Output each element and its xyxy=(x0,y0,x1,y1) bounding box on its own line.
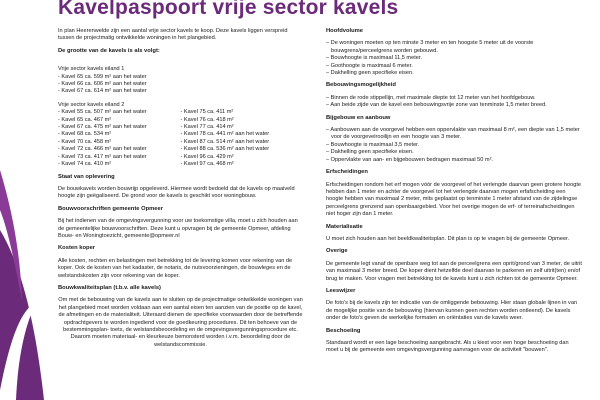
staat-heading: Staat van oplevering xyxy=(58,173,115,180)
list-item: – Binnen de rode stippellijn, met maximale diepte tot 12 meter van het hoofdgebouw. xyxy=(326,95,582,102)
list-item: - Kavel 66 ca. 606 m² aan het water xyxy=(58,81,147,88)
kosten-heading: Kosten koper xyxy=(58,245,96,252)
beschoeiing-section xyxy=(326,328,582,355)
list-item: - Kavel 68 ca. 534 m² xyxy=(58,131,112,138)
list-item: – Dakhelling geen specifieke eisen. xyxy=(326,70,582,77)
left-column xyxy=(58,28,303,354)
kosten-text: Alle kosten, rechten en belastingen met betrekking tot de levering komen voor rekening van de koper. Ook de kosten van het kadaster, de notaris, de nutsvoorzieningen, de bouwleges en de welstandskosten zijn voor rekening van de koper. xyxy=(58,257,293,279)
list-item: - Kavel 88 ca. 536 m² aan het water xyxy=(180,146,270,153)
bebouw-heading: Bebouwingsmogelijkheid xyxy=(326,82,396,89)
bouw-heading: Bouwvoorschriften gemeente Opmeer xyxy=(58,205,164,212)
list-item: – De woningen moeten op ten minste 3 meter en ten hoogste 5 meter uit de voorste bouwgrens/perceelgrens worden gebouwd. xyxy=(326,40,582,55)
staat-section xyxy=(58,174,303,201)
list-item: – Dakhelling geen specifieke eisen. xyxy=(326,149,582,156)
kavels-section xyxy=(58,48,303,169)
materialisatie-heading: Materialisatie xyxy=(326,223,363,230)
list-item: - Kavel 75 ca. 411 m² xyxy=(180,109,234,116)
eiland2-heading: Vrije sector kavels eiland 2 xyxy=(58,101,125,108)
list-item: – Aanbouwen aan de voorgevel hebben een oppervlakte van maximaal 8 m², een diepte van 1,5 meter voor de voorgevelrooilijn en een hoogte van 3 meter. xyxy=(326,127,582,142)
welstand-text: Om met de bebouwing van de kavels aan te sluiten op de projectmatige ontwikkelde woningen van het plangebied moet worden voldaan aan een aantal eisen ten aanzien van de positie op de kavel, de afmetingen en de materialiteit. Uiteraard dienen de specifieke voorwaarden door de betreffende opdrachtgevers te worden ingediend voor de goedkeuring procedures. Dit ten behoeve van de bestemmingsplan- toets, de welstandsbeoordeling en de omgevingsvergunningsprocedure etc. Daarom moeten materiaal- en kleurkeuze bemonsterd worden i.v.m. beoordeling door de welstandscommissie. xyxy=(58,297,303,348)
hoofd-section xyxy=(326,28,582,77)
welstand-heading: Bouwkwaliteitsplan (t.b.v. alle kavels) xyxy=(58,284,161,291)
overige-text: De gemeente legt vanaf de openbare weg tot aan de perceelgrens een oprit/grond van 3 meter, de uitrit van maximaal 3 meter breed. De koper dient hetzelfde deel daarvan te parkeren en zelf uitrit(ten) en/of brug te maken. Voor vragen met betrekking tot de kavels kunt u zich richten tot de gemeente Opmeer. xyxy=(326,260,582,282)
beschoeiing-heading: Beschoeiing xyxy=(326,327,361,334)
beschoeiing-text: Standaard wordt er een lage beschoeiing aangebracht. Als u kiest voor een hoge beschoeiing dan moet u bij de gemeente een omgevingsvergunning aanvragen voor de activiteit "bouwen". xyxy=(326,340,569,354)
bouw-section xyxy=(58,206,303,241)
intro-text: In plan Heerenwelde zijn een aantal vrije sector kavels te koop. Deze kavels liggen verspreid tussen de projectmatig ontwikkelde woningen in het plangebied. xyxy=(58,28,288,42)
list-item: - Kavel 76 ca. 418 m² xyxy=(180,116,234,123)
list-item: – Bouwhoogte is maximaal 11,5 meter. xyxy=(326,55,582,62)
list-item: - Kavel 97 ca. 468 m² xyxy=(180,161,234,168)
right-column xyxy=(326,28,582,360)
bijgebouw-heading: Bijgebouw en aanbouw xyxy=(326,114,391,121)
materialisatie-section xyxy=(326,224,582,244)
list-item: - Kavel 96 ca. 429 m² xyxy=(180,153,234,160)
eiland2-list xyxy=(58,109,303,168)
materialisatie-text: U moet zich houden aan het beeldkwaliteitsplan. Dit plan is op te vragen bij de gemeente Opmeer. xyxy=(326,235,570,242)
bebouw-section xyxy=(326,82,582,109)
eiland1-list xyxy=(58,74,303,96)
list-item: - Kavel 78 ca. 441 m² aan het water xyxy=(180,131,270,138)
list-item: - Kavel 87 ca. 514 m² aan het water xyxy=(180,138,270,145)
kosten-section xyxy=(58,245,303,280)
hoofd-heading: Hoofdvolume xyxy=(326,28,364,34)
list-item: - Kavel 67 ca. 475 m² aan het water xyxy=(58,124,147,131)
list-item: – Bouwhoogte is maximaal 3,5 meter. xyxy=(326,142,582,149)
erf-heading: Erfscheidingen xyxy=(326,169,368,176)
list-item: – Goothoogte is maximaal 6 meter. xyxy=(326,63,582,70)
leeswijzer-section xyxy=(326,288,582,323)
list-item: – Aan beide zijde van de kavel een bebouwingsvrije zone van tenminste 1,5 meter breed. xyxy=(326,102,582,109)
list-item: - Kavel 73 ca. 417 m² aan het water xyxy=(58,153,147,160)
list-item: - Kavel 65 ca. 599 m² aan het water xyxy=(58,73,147,80)
erf-section xyxy=(326,169,582,218)
list-item: - Kavel 55 ca. 507 m² aan het water xyxy=(58,109,147,116)
erf-text: Erfscheidingen rondom het erf mogen vóór de voorgevel of het verlengde daarvan geen grotere hoogte hebben dan 1 meter en achter de voorgevel tot het verlengde daarvan mogen erfafscheiding een hoogte hebben van maximaal 2 meter, mits geplaatst op tenminste 1 meter afstand van de zijdelingse perceelgrens grenzend aan openbaargebied. Voor het overige mogen de erf- of terreinafscheidingen niet hoger zijn dan 1 meter. xyxy=(326,181,581,218)
list-item: - Kavel 74 ca. 410 m² xyxy=(58,161,112,168)
list-item: - Kavel 77 ca. 414 m² xyxy=(180,124,234,131)
leeswijzer-heading: Leeswijzer xyxy=(326,287,356,294)
list-item: - Kavel 65 ca. 467 m² xyxy=(58,116,112,123)
list-item: - Kavel 67 ca. 614 m² aan het water xyxy=(58,88,147,95)
bouw-text: Bij het indienen van de omgevingsvergunning voor uw toekomstige villa, moet u zich houden aan de gemeentelijke bouwvoorschriften. Deze kunt u opvragen bij de gemeente Opmeer, afdeling Bouw- en Woningtoezicht, gemeente@opmeer.nl xyxy=(58,218,298,239)
list-item: – Oppervlakte van aan- en bijgebouwen bedragen maximaal 50 m². xyxy=(326,157,582,164)
page-title: Kavelpaspoort vrije sector kavels xyxy=(58,0,399,19)
overige-section xyxy=(326,248,582,283)
kavels-heading: De grootte van de kavels is als volgt: xyxy=(58,47,160,54)
list-item: - Kavel 70 ca. 458 m² xyxy=(58,138,112,145)
welstand-section xyxy=(58,285,303,349)
bijgebouw-section xyxy=(326,115,582,164)
eiland1-heading: Vrije sector kavels eiland 1 xyxy=(58,66,125,73)
list-item: - Kavel 72 ca. 466 m² aan het water xyxy=(58,146,147,153)
leeswijzer-text: De foto's bij de kavels zijn ter indicatie van de omliggende bebouwing. Hier staan globale lijnen in van de mogelijke positie van de bebouwing (hiervan kunnen geen rechten worden ontleend). De kavels onder de foto's geven de werkelijke formaten en oriëntaties van de kavels weer. xyxy=(326,300,578,322)
overige-heading: Overige xyxy=(326,248,348,255)
staat-text: De bouwkavels worden bouwrijp opgeleverd. Hiermee wordt bedoeld dat de kavels op maaiveld hoogte zijn geëgaliseerd. De grond voor de kavels is geschikt voor woningbouw. xyxy=(58,185,295,200)
